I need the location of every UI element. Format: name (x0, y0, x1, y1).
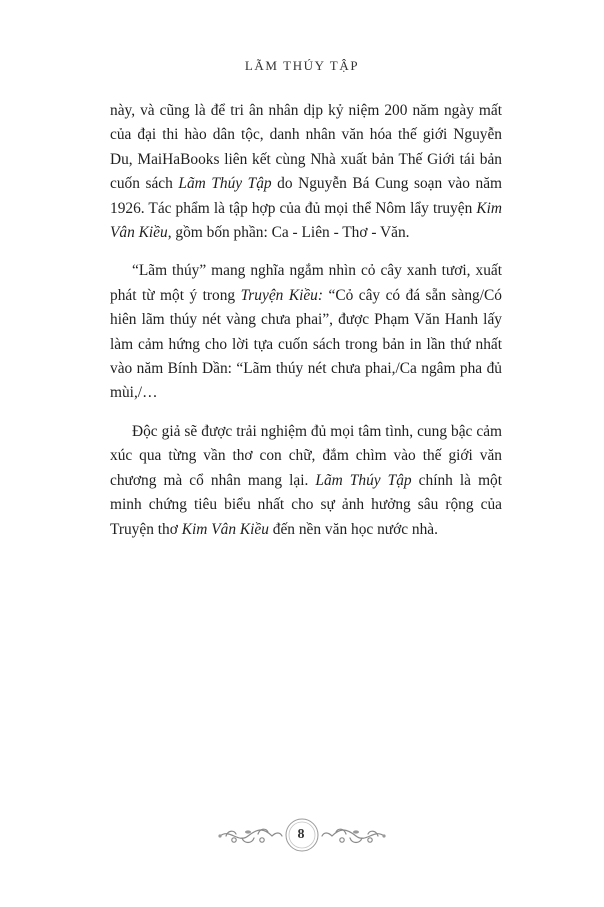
text-run: do Nguyễn Bá Cung soạn vào năm 1926. Tác phẩm là tập hợp của đủ mọi thể Nôm lẩy truyện (110, 175, 503, 217)
paragraph (110, 259, 502, 405)
running-head: LÃM THÚY TẬP (244, 58, 360, 73)
page-number: 8 (297, 827, 305, 842)
italic-title: Kim Vân Kiều (181, 520, 269, 538)
italic-title: Lãm Thúy Tập (315, 471, 412, 489)
text-run: chính là một minh chứng tiêu biểu nhất cho sự ảnh hưởng sâu rộng của Truyện thơ (110, 471, 503, 538)
text-run: đến nền văn học nước nhà. (268, 520, 438, 538)
paragraph (110, 420, 502, 542)
italic-title: Lãm Thúy Tập (178, 175, 272, 193)
italic-title: Kim Vân Kiều (110, 199, 502, 242)
text-run: “Cỏ cây có đá sẵn sàng/Có hiên lãm thúy nét vàng chưa phai”, được Phạm Văn Hanh lấy làm cảm hứng cho lời tựa cuốn sách trong bản in lần thứ nhất vào năm Bính Dần: “Lãm thúy nét chưa phai,/Ca ngâm pha đủ mùi,/… (110, 286, 502, 402)
text-run: này, và cũng là để tri ân nhân dịp kỷ niệm 200 năm ngày mất của đại thi hào dân tộc, danh nhân văn hóa thế giới Nguyễn Du, MaiHaBooks liên kết cùng Nhà xuất bản Thế Giới tái bản cuốn sách (110, 102, 502, 193)
text-run: “Lãm thúy” mang nghĩa ngắm nhìn cỏ cây xanh tươi, xuất phát từ một ý trong (110, 262, 502, 304)
body-text (110, 99, 502, 556)
text-run: , gồm bốn phần: Ca - Liên - Thơ - Văn. (167, 224, 410, 242)
italic-title: Truyện Kiều: (240, 286, 324, 304)
text-run: Độc giả sẽ được trải nghiệm đủ mọi tâm tình, cung bậc cảm xúc qua từng vần thơ con chữ, đắm chìm vào thế giới văn chương mà cổ nhân mang lại. (110, 422, 502, 489)
paragraph (110, 99, 502, 245)
